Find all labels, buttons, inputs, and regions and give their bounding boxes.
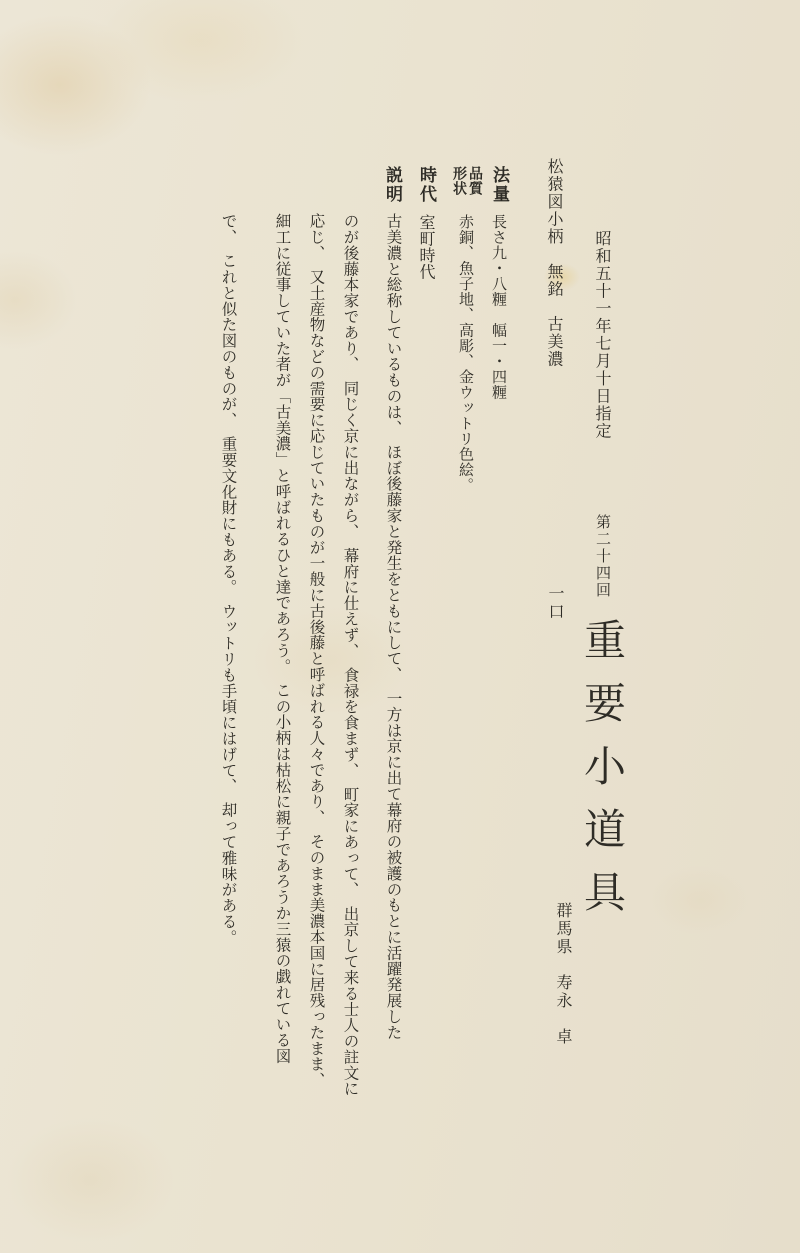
description-column-3: 応じ、 又土産物などの需要に応じていたものが一般に古後藤と呼ばれる人々であり、 そのまま美濃本国に居残ったまま、 xyxy=(307,213,326,1088)
designation-date: 昭和五十一年七月十日指定 xyxy=(593,230,612,440)
shape-label: 形状 xyxy=(451,166,467,196)
quality-shape-value: 赤銅、魚子地、高彫、金ウットリ色絵。 xyxy=(457,214,475,493)
quantity: 一口 xyxy=(546,585,565,621)
dimensions-value: 長さ九・八糎 幅一・四糎 xyxy=(490,214,508,400)
dimensions-label: 法量 xyxy=(489,166,509,204)
description-label: 説明 xyxy=(382,166,402,204)
owner: 群馬県 寿永 卓 xyxy=(554,902,573,1046)
description-column-5: で、 これと似た図のものが、 重要文化財にもある。 ウットリも手頃にはげて、 却って雅味がある。 xyxy=(219,213,238,946)
quality-label: 品質 xyxy=(467,166,483,196)
item-title: 松猿図小柄 無銘 古美濃 xyxy=(545,158,564,368)
description-column-2: のが後藤本家であり、 同じく京に出ながら、 幕府に仕えず、 食禄を食まず、 町家にあって、 出京して来る士人の註文に xyxy=(341,213,360,1097)
description-column-4: 細工に従事していた者が「古美濃」と呼ばれるひと達であろう。 この小柄は枯松に親子であろうか三猿の戯れている図 xyxy=(273,213,292,1064)
exhibition-round: 第二十四回 xyxy=(594,514,612,599)
era-value: 室町時代 xyxy=(417,214,436,280)
era-label: 時代 xyxy=(416,166,436,204)
page-title: 重要小道具 xyxy=(578,618,627,933)
description-column-1: 古美濃と総称しているものは、 ほぼ後藤家と発生をともにして、 一方は京に出て幕府の被護のもとに活躍発展した xyxy=(384,213,403,1041)
